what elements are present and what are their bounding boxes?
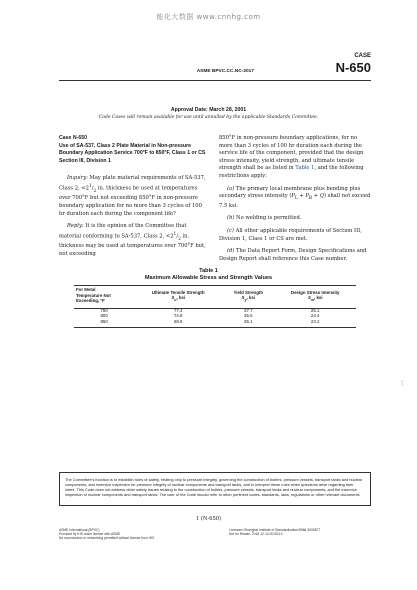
restriction-d <box>219 248 371 263</box>
header-tensile: Ultimate Tensile Strength $S_u$, ksi <box>151 289 205 303</box>
frac-num: 1 <box>173 231 177 237</box>
cell-tensile: 74.8 <box>173 313 183 319</box>
cell-temp: 750 <box>100 307 108 313</box>
footer-publisher-line: No reproduction or networking permitted without license from IHS <box>59 536 155 541</box>
frac-num: 1 <box>88 183 92 189</box>
table-caption <box>0 268 417 282</box>
page-number: 1 (N-650) <box>195 516 222 522</box>
case-title <box>59 135 209 165</box>
table-subtitle: Maximum Allowable Stress and Strength Values <box>144 275 273 282</box>
inquiry-paragraph: Inquiry: May plate material requirements of SA-537, Class 2, $<2^1/_2$ in. thickness be used at temperatures over 700°F but not exceeding 850°F in non-pressure boundary application for no more than 3 cycles of 100 hr duration each during the component life? <box>59 175 206 217</box>
reply-label: Reply: <box>67 223 84 230</box>
restriction-c-label: (c) <box>227 227 234 234</box>
right-column <box>219 135 371 268</box>
reply-text: It is the opinion of the Committee that material conforming to SA-537, Class 2, <2 <box>59 223 187 240</box>
restriction-c-text: All other applicable requirements of Section III, Division 1, Class 1 or CS are met. <box>219 227 362 242</box>
cell-yield: 36.6 <box>244 313 253 319</box>
stress-values-table <box>74 287 356 325</box>
cell-design: 23.2 <box>310 318 320 324</box>
reply-text-cont: in. thickness may be used at temperatures over 700°F but, not exceeding <box>59 233 206 257</box>
committee-disclaimer: The Committee's function is to establish rules of safety, relating only to pressure integrity, governing the construction of boilers, pressure vessels, transport tanks and nuclear components, and inservice inspection for pressure integrity of nuclear components and transport tanks, and to interpret these rules when questions arise regarding their intent. This Code does not address other safety issues relating to the construction of boilers, pressure vessels, transport tanks and nuclear components, and the inservice inspection of nuclear components and transport tanks. The user of the Code should refer to other pertinent codes, standards, laws, regulations or other relevant documents. <box>59 472 371 506</box>
footer-licensee-line: Licensee=Shanghai Institute of Standardization/5966-3009877 <box>229 528 321 532</box>
restriction-a <box>219 186 371 211</box>
watermark-text: 能化大数据 www.cnnhg.com <box>156 13 261 21</box>
restriction-b-label: (b) <box>227 215 235 222</box>
soft-copy-note: Code Cases will remain available for use until annulled by the applicable Standards Committee. <box>98 115 319 120</box>
restriction-b <box>219 215 371 223</box>
cell-tensile: 69.8 <box>173 318 183 324</box>
cell-design: 25.1 <box>310 307 320 313</box>
cell-yield: 35.1 <box>244 318 253 324</box>
case-id: Case N-650 <box>59 135 87 141</box>
footer-publisher-line: ASME International (BPVC) <box>59 528 100 532</box>
header-rule <box>59 80 371 81</box>
formula-q: Q <box>319 193 324 200</box>
formula-p: P <box>305 193 309 200</box>
cell-tensile: 77.4 <box>173 307 183 313</box>
restriction-d-label: (d) <box>227 248 235 255</box>
approval-date: Approval Date: March 28, 2001 <box>170 107 247 113</box>
reply-cont-text: 850°F in non-pressure boundary applications, for no more than 3 cycles of 100 hr duration each during the service life of the component, provided that the design stress intensity, yield strength, and ultimate tensile strength shall be as listed in <box>219 135 364 172</box>
restriction-b-text: No welding is permitted. <box>234 215 302 222</box>
table-top-rule <box>74 285 356 286</box>
cell-temp: 850 <box>100 318 108 324</box>
formula-plus: + <box>312 193 320 200</box>
frac-den: 2 <box>93 188 97 194</box>
footer-publisher <box>59 528 154 541</box>
left-column <box>59 135 209 263</box>
footer-licensee-line: Not for Resale, 2018-12-14 00:08:13 <box>229 532 283 537</box>
case-number: N-650 <box>335 60 371 75</box>
cell-design: 24.4 <box>310 313 320 319</box>
formula-sub-b: B <box>308 196 313 202</box>
restriction-a-label: (a) <box>227 185 235 192</box>
case-section: Section III, Division 1 <box>59 157 111 164</box>
reply-continued <box>219 135 371 181</box>
table-row <box>74 306 356 314</box>
header-yield: Yield Strength $S_y$, ksi <box>233 289 264 303</box>
formula-plus: + <box>297 193 306 200</box>
side-mark: IHS <box>400 380 404 386</box>
formula-sub-l: L <box>294 196 298 202</box>
case-label: CASE <box>354 53 371 59</box>
case-subject: Use of SA-537, Class 2 Plate Material in Non-pressure Boundary Application Service 700°F to 850°F, Class 1 or CS <box>59 142 206 157</box>
table-number: Table 1 <box>199 268 218 274</box>
restriction-a-text: The primary local membrane plus bending plus secondary stress intensity ( <box>219 185 361 200</box>
header-temperature: For Metal Temperature Not Exceeding, °F <box>76 287 111 304</box>
reply-cont-text-end: , and the following restrictions apply: <box>219 165 364 179</box>
running-head: ASME BPVC.CC.NC-2017 <box>196 69 254 74</box>
table-header-row <box>74 287 356 306</box>
inquiry-label: Inquiry: <box>67 175 88 182</box>
restriction-d-text: The Data Report Form, Design Specifications and Design Report shall reference this Case number. <box>219 248 367 262</box>
restriction-c <box>219 228 371 243</box>
restriction-a-text-end: ) shall not exceed 7.5 ksi. <box>219 193 371 209</box>
inquiry-text-cont: in. thickness be used at temperatures over 700°F but not exceeding 850°F in non-pressure boundary application for no more than 3 cycles of 100 hr duration each during the component life? <box>59 185 202 217</box>
table-1-link[interactable]: Table 1 <box>295 165 315 172</box>
frac-den: 2 <box>178 236 181 242</box>
footer-publisher-line: Provided by IHS under license with ASME <box>59 532 121 537</box>
cell-yield: 37.7 <box>244 307 253 313</box>
inquiry-text: May plate material requirements of SA-537, Class 2, <2 <box>59 175 206 192</box>
table-bottom-rule <box>74 327 356 328</box>
table-row <box>74 319 356 325</box>
reply-paragraph: Reply: It is the opinion of the Committee that material conforming to SA-537, Class 2, $<2^1/_2$ in. thickness may be used at temperatures over 700°F but, not exceeding <box>59 223 206 257</box>
footer-licensee <box>229 528 320 536</box>
formula-p: P <box>291 193 295 200</box>
header-design-stress: Design Stress Intensity $S_m$, ksi <box>290 289 340 303</box>
cell-temp: 800 <box>100 313 108 319</box>
